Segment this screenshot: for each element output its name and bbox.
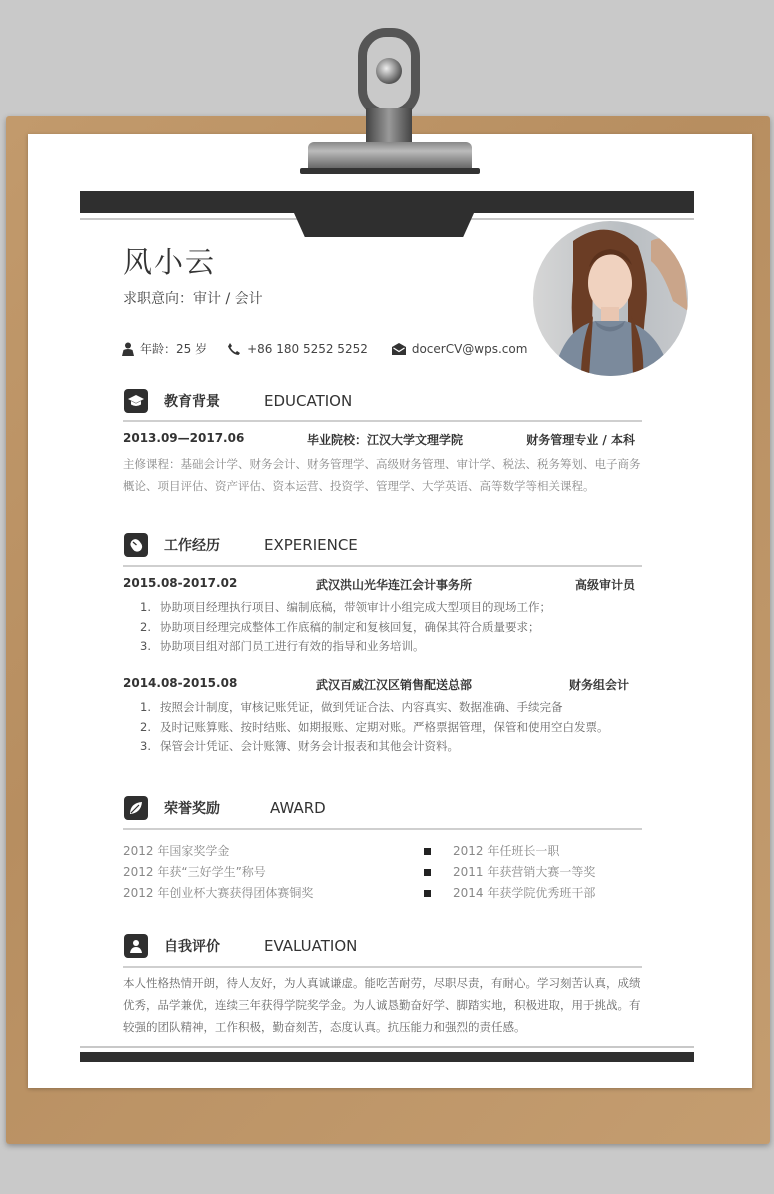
bullet-icon xyxy=(424,869,431,876)
portrait-illustration xyxy=(533,221,688,376)
list-item: 3. 协助项目组对部门员工进行有效的指导和业务培训。 xyxy=(140,639,425,653)
bullet-icon xyxy=(424,890,431,897)
education-period: 2013.09—2017.06 xyxy=(123,431,245,445)
experience-title: 工作经历 xyxy=(164,538,220,554)
evaluation-rule xyxy=(123,966,642,968)
list-item: 2012 年任班长一职 xyxy=(424,841,595,862)
profile-photo xyxy=(533,221,688,376)
award-rule xyxy=(123,828,642,830)
evaluation-text: 本人性格热情开朗，待人友好，为人真诚谦虚。能吃苦耐劳，尽职尽责，有耐心。学习刻苦认真，成绩优秀，品学兼优，连续三年获得学院奖学金。为人诚恳勤奋好学、脚踏实地，积极进取，用于挑战。有较强的团队精神，工作积极，勤奋刻苦，态度认真。抗压能力和强烈的责任感。 xyxy=(123,976,641,1034)
evaluation-title: 自我评价 xyxy=(164,939,220,955)
experience-header xyxy=(124,533,358,557)
footer-bar xyxy=(80,1052,694,1062)
award-title: 荣誉奖励 xyxy=(164,801,220,817)
education-rule xyxy=(123,420,642,422)
job-duties xyxy=(140,698,609,757)
experience-title-en: EXPERIENCE xyxy=(264,536,358,554)
age-item xyxy=(122,340,207,357)
job-period: 2015.08-2017.02 xyxy=(123,576,238,590)
person-icon xyxy=(122,342,134,356)
binder-clip xyxy=(300,20,480,180)
experience-rule xyxy=(123,565,642,567)
job-intent: 求职意向：审计 / 会计 xyxy=(123,291,263,307)
candidate-name: 风小云 xyxy=(123,245,217,279)
mail-icon xyxy=(392,343,406,355)
education-major: 财务管理专业 / 本科 xyxy=(526,433,635,447)
job-period: 2014.08-2015.08 xyxy=(123,676,238,690)
phone-icon xyxy=(227,342,241,356)
evaluation-title-en: EVALUATION xyxy=(264,937,358,955)
bullet-icon xyxy=(424,848,431,855)
list-item: 2012 年获“三好学生”称号 xyxy=(123,865,266,879)
clip-rivet xyxy=(376,58,402,84)
phone-item xyxy=(227,342,368,356)
header-bar xyxy=(80,191,694,213)
job-duties xyxy=(140,598,551,657)
email-item xyxy=(392,342,528,356)
email-text: docerCV@wps.com xyxy=(411,341,528,356)
job-role: 财务组会计 xyxy=(568,678,629,692)
education-header xyxy=(124,389,352,413)
header-tab xyxy=(294,213,474,237)
list-item: 2011 年获营销大赛一等奖 xyxy=(424,862,595,883)
list-item: 2012 年国家奖学金 xyxy=(123,844,230,858)
education-title-en: EDUCATION xyxy=(264,392,353,410)
user-card-icon xyxy=(124,934,148,958)
list-item: 1. 按照会计制度，审核记账凭证，做到凭证合法、内容真实、数据准确、手续完备 xyxy=(140,700,563,714)
phone-text: +86 180 5252 5252 xyxy=(247,341,368,356)
evaluation-header xyxy=(124,934,357,958)
list-item: 2014 年获学院优秀班干部 xyxy=(424,883,595,904)
education-school: 毕业院校：江汉大学文理学院 xyxy=(307,433,464,447)
list-item: 2. 及时记账算账、按时结账、如期报账、定期对账。严格票据管理，保管和使用空白发票。 xyxy=(140,719,609,734)
graduation-cap-icon xyxy=(124,389,148,413)
leaf-icon xyxy=(124,796,148,820)
contact-row xyxy=(122,340,547,357)
age-text: 年龄：25 岁 xyxy=(140,342,208,356)
job-role: 高级审计员 xyxy=(574,578,635,592)
job-company: 武汉洪山光华连江会计事务所 xyxy=(316,578,473,592)
award-list-left xyxy=(123,841,313,904)
footer-rule xyxy=(80,1046,694,1048)
mouse-icon xyxy=(124,533,148,557)
award-list-right xyxy=(424,841,595,904)
education-courses: 主修课程：基础会计学、财务会计、财务管理学、高级财务管理、审计学、税法、税务筹划、电子商务概论、项目评估、资产评估、资本运营、投资学、管理学、大学英语、高等数学等相关课程。 xyxy=(123,457,641,493)
award-title-en: AWARD xyxy=(270,799,326,817)
list-item: 2012 年创业杯大赛获得团体赛铜奖 xyxy=(123,886,314,900)
education-title: 教育背景 xyxy=(164,394,220,410)
job-company: 武汉百威江汉区销售配送总部 xyxy=(316,678,473,692)
list-item: 2. 协助项目经理完成整体工作底稿的制定和复核回复，确保其符合质量要求； xyxy=(140,619,540,634)
list-item: 1. 协助项目经理执行项目、编制底稿，带领审计小组完成大型项目的现场工作； xyxy=(140,600,551,614)
list-item: 3. 保管会计凭证、会计账簿、财务会计报表和其他会计资料。 xyxy=(140,739,459,753)
clip-rim xyxy=(300,168,480,174)
award-header xyxy=(124,796,326,820)
